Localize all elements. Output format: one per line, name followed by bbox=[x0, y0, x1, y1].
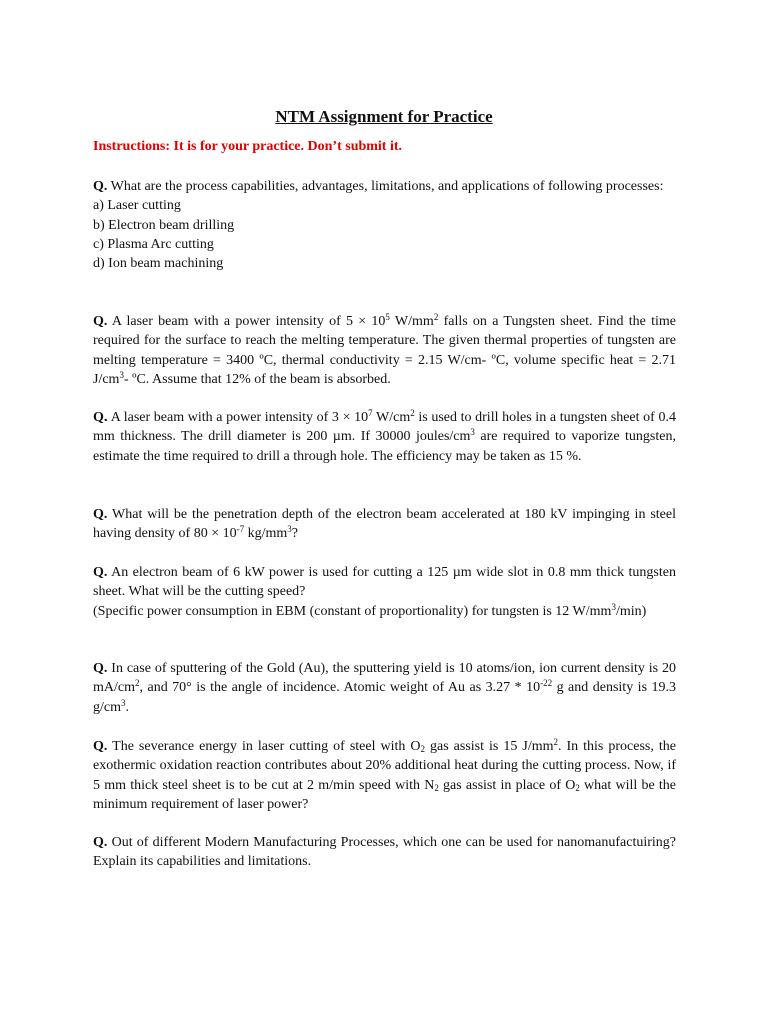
question-text: , and 70° is the angle of incidence. Atomic weight of Au as 3.27 * 10 bbox=[139, 680, 541, 696]
question-label: Q. bbox=[93, 410, 108, 425]
superscript: -7 bbox=[236, 524, 245, 535]
question-text: What are the process capabilities, advantages, limitations, and applications of following processes: bbox=[107, 179, 664, 194]
question-text: gas assist is 15 J/mm bbox=[425, 739, 554, 754]
superscript: 3 bbox=[611, 601, 616, 612]
question-text: is used to drill holes in a tungsten sheet of 0.4 mm thickness. The drill diameter is 200 µm. If 30000 joules/cm bbox=[93, 410, 676, 445]
option-d: d) Ion beam machining bbox=[93, 256, 224, 272]
question-text: what will be the minimum requirement of laser power? bbox=[93, 777, 676, 812]
question-7 bbox=[93, 737, 676, 814]
question-text: ? bbox=[291, 526, 298, 542]
question-text: falls on a Tungsten sheet. Find the time required for the surface to reach the melting temperature. The given thermal properties of tungsten are melting temperature = 3400 ºC, thermal conductivity = 2.15 W/cm- ºC, volume specific heat = 2.71 J/cm bbox=[93, 314, 676, 387]
subscript: 2 bbox=[575, 782, 580, 793]
question-label: Q. bbox=[93, 179, 108, 194]
question-text: are required to vaporize tungsten, estimate the time required to drill a through hole. The efficiency may be taken as 15 %. bbox=[93, 429, 676, 464]
question-text: (Specific power consumption in EBM (constant of proportionality) for tungsten is 12 W/mm bbox=[93, 603, 612, 619]
superscript: 7 bbox=[368, 408, 373, 418]
question-text: Out of different Modern Manufacturing Processes, which one can be used for nanomanufactuiring? Explain its capabilities and limitations. bbox=[93, 835, 676, 870]
question-text: What will be the penetration depth of the electron beam accelerated at 180 kV impinging in steel having density of 80 × 10 bbox=[93, 507, 676, 542]
question-text: g and density is 19.3 g/cm bbox=[93, 680, 676, 715]
question-text: /min) bbox=[615, 603, 647, 619]
question-label: Q. bbox=[93, 314, 108, 329]
question-text: . bbox=[125, 699, 129, 715]
question-note bbox=[93, 602, 676, 621]
superscript: 3 bbox=[470, 427, 475, 438]
superscript: 2 bbox=[553, 737, 558, 747]
question-text: - ºC. Assume that 12% of the beam is absorbed. bbox=[123, 371, 391, 387]
question-label: Q. bbox=[93, 835, 108, 850]
superscript: 3 bbox=[287, 524, 292, 535]
question-4 bbox=[93, 505, 676, 544]
question-text: A laser beam with a power intensity of 5 × 10 bbox=[107, 314, 386, 329]
option-b: b) Electron beam drilling bbox=[93, 217, 235, 233]
question-text: An electron beam of 6 kW power is used for cutting a 125 µm wide slot in 0.8 mm thick tungsten sheet. What will be the cutting speed? bbox=[93, 565, 676, 600]
option-c: c) Plasma Arc cutting bbox=[93, 236, 214, 252]
question-3 bbox=[93, 408, 676, 466]
question-text: In case of sputtering of the Gold (Au), the sputtering yield is 10 atoms/ion, ion current density is 20 mA/cm bbox=[93, 661, 676, 696]
superscript: 5 bbox=[385, 312, 390, 322]
instructions-text: Instructions: It is for your practice. Don’t submit it. bbox=[93, 139, 403, 154]
question-5 bbox=[93, 563, 676, 621]
page-title: NTM Assignment for Practice bbox=[275, 107, 493, 126]
question-label: Q. bbox=[93, 661, 108, 676]
question-text: . In this process, the exothermic oxidation reaction contributes about 20% additional heat during the cutting process. Now, if 5 mm thick steel sheet is to be cut at 2 m/min speed with N bbox=[93, 739, 676, 793]
question-label: Q. bbox=[93, 565, 108, 580]
question-label: Q. bbox=[93, 507, 108, 522]
question-6 bbox=[93, 659, 676, 717]
superscript: 2 bbox=[433, 312, 439, 322]
superscript: 3 bbox=[121, 697, 126, 708]
superscript: 2 bbox=[410, 408, 415, 418]
question-text: kg/mm bbox=[244, 526, 288, 542]
subscript: 2 bbox=[420, 744, 425, 754]
question-text: W/cm bbox=[372, 410, 411, 425]
question-label: Q. bbox=[93, 739, 108, 754]
question-text: gas assist in place of O bbox=[438, 777, 576, 793]
superscript: 2 bbox=[135, 678, 140, 689]
question-text: W/mm bbox=[389, 314, 434, 329]
superscript: 3 bbox=[119, 369, 124, 380]
question-text: The severance energy in laser cutting of steel with O bbox=[107, 739, 421, 754]
question-8 bbox=[93, 833, 676, 872]
question-1 bbox=[93, 177, 676, 273]
question-text: . A laser beam with a power intensity of 3 × 10 bbox=[104, 410, 369, 425]
option-a: a) Laser cutting bbox=[93, 198, 181, 214]
question-2 bbox=[93, 312, 676, 389]
subscript: 2 bbox=[434, 782, 439, 793]
superscript: -22 bbox=[540, 678, 553, 689]
